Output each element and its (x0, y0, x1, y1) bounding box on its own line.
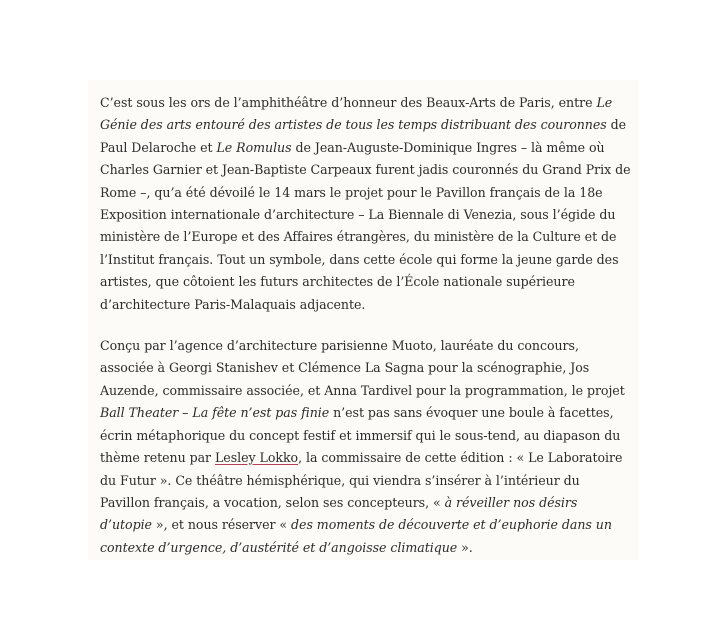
italic-text: à réveiller nos désirs d’utopie (100, 494, 578, 533)
text-run: C’est sous les ors de l’amphithéâtre d’honneur des Beaux-Arts de Paris, entre (100, 95, 597, 110)
article-paragraph-2 (100, 335, 633, 559)
italic-text: Le Romulus (216, 139, 292, 155)
text-run: de Jean-Auguste-Dominique Ingres – là même où Charles Garnier et Jean-Baptiste Carpeaux furent jadis couronnés du Grand Prix de Rome –, qu’a été dévoilé le 14 mars le projet pour le Pavillon français de la 18e Exposition internationale d’architecture – La Biennale di Venezia, sous l’égide du ministère de l’Europe et des Affaires étrangères, du ministère de la Culture et de l’Institut français. Tout un symbole, dans cette école qui forme la jeune garde des artistes, que côtoient les futurs architectes de l’École nationale supérieure d’architecture Paris-Malaquais adjacente. (100, 139, 631, 312)
text-run: Conçu par l’agence d’architecture parisienne Muoto, lauréate du concours, associée à Georgi Stanishev et Clémence La Sagna pour la scénographie, Jos Auzende, commissaire associée, et Anna Tardivel pour la programmation, le projet (100, 338, 625, 398)
text-run: », et nous réserver « (151, 517, 292, 533)
text-run: ». (457, 539, 473, 555)
text-run: n’est pas sans évoquer une boule à facettes, écrin métaphorique du concept festif et immersif qui le sous-tend, au diapason du thème retenu par (100, 405, 621, 466)
article-paragraph-1 (100, 92, 633, 316)
article-body (88, 80, 638, 560)
text-run: , la commissaire de cette édition : « Le Laboratoire du Futur ». Ce théâtre hémisphérique, qui viendra s’insérer à l’intérieur du Pavillon français, a vocation, selon ses concepteurs, « (100, 450, 623, 510)
text-run: de Paul Delaroche et (100, 117, 627, 155)
italic-text: des moments de découverte et d’euphorie dans un contexte d’urgence, d’austérité et d’angoisse climatique (100, 517, 612, 555)
author-link[interactable]: Lesley Lokko (214, 450, 299, 466)
italic-text: Le Génie des arts entouré des artistes de tous les temps distribuant des couronnes (100, 95, 613, 133)
italic-text: Ball Theater – La fête n’est pas finie (100, 405, 330, 421)
